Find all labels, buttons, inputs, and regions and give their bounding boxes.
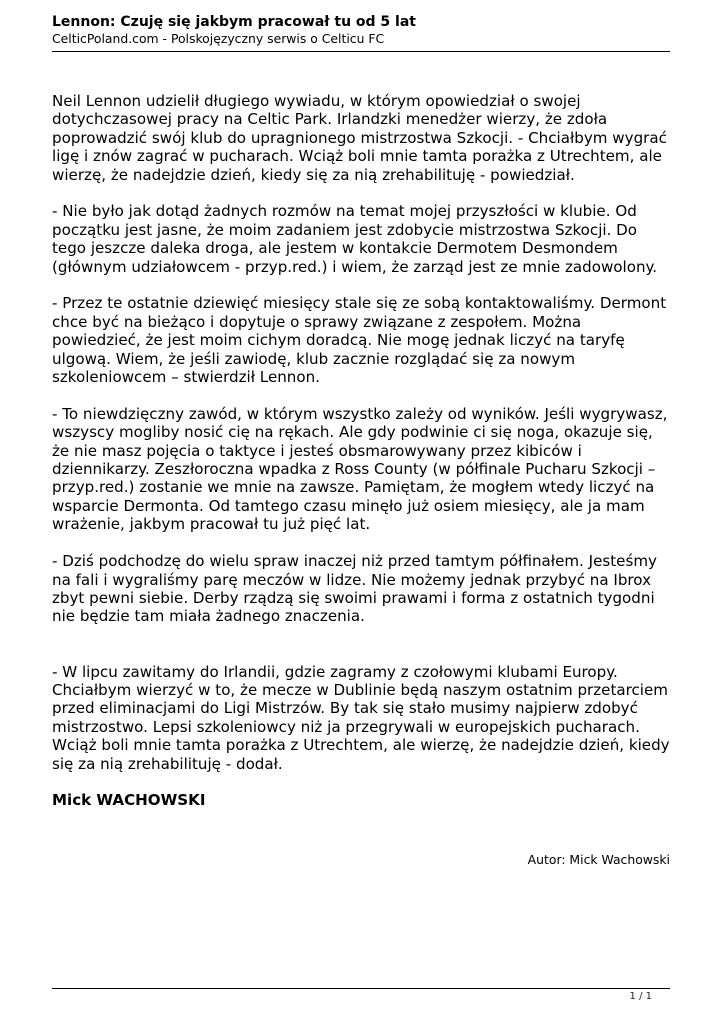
article-signature: Mick WACHOWSKI — [52, 791, 206, 810]
article-title: Lennon: Czuję się jakbym pracował tu od 5 lat — [52, 14, 416, 30]
article-paragraph: - W lipcu zawitamy do Irlandii, gdzie zagramy z czołowymi klubami Europy. Chciałbym wierzyć w to, że mecze w Dublinie będą naszym ostatnim przetarciem przed eliminacjami do Ligi Mistrzów. By tak się stało musimy najpierw zdobyć mistrzostwo. Lepsi szkoleniowcy niż ja przegrywali w europejskich pucharach. Wciąż boli mnie tamta porażka z Utrechtem, ale wierzę, że nadejdzie dzień, kiedy się za nią zrehabilituję - dodał. — [52, 662, 670, 773]
header-divider — [52, 51, 670, 52]
author-line: Autor: Mick Wachowski — [527, 852, 670, 867]
article-paragraph: - Nie było jak dotąd żadnych rozmów na temat mojej przyszłości w klubie. Od początku jest jasne, że moim zadaniem jest zdobycie mistrzostwa Szkocji. Do tego jeszcze daleka droga, ale jestem w kontakcie Dermotem Desmondem (głównym udziałowcem - przyp.red.) i wiem, że zarząd jest ze mnie zadowolony. — [52, 202, 658, 276]
footer-divider — [52, 988, 670, 989]
article-paragraph: - Dziś podchodzę do wielu spraw inaczej niż przed tamtym półfinałem. Jesteśmy na fali i wygraliśmy parę meczów w lidze. Nie możemy jednak przybyć na Ibrox zbyt pewni siebie. Derby rządzą się swoimi prawami i forma z ostatnich tygodni nie będzie tam miała żadnego znaczenia. — [52, 552, 657, 626]
article-paragraph: Neil Lennon udzielił długiego wywiadu, w którym opowiedział o swojej dotychczasowej pracy na Celtic Park. Irlandzki menedżer wierzy, że zdoła poprowadzić swój klub do upragnionego mistrzostwa Szkocji. - Chciałbym wygrać ligę i znów zagrać w pucharach. Wciąż boli mnie tamta porażka z Utrechtem, ale wierzę, że nadejdzie dzień, kiedy się za nią zrehabilituję - powiedział. — [52, 92, 667, 184]
article-paragraph: - Przez te ostatnie dziewięć miesięcy stale się ze sobą kontaktowaliśmy. Dermont chce być na bieżąco i dopytuje o sprawy związane z zespołem. Można powiedzieć, że jest moim cichym doradcą. Nie mogę jednak liczyć na taryfę ulgową. Wiem, że jeśli zawiodę, klub zacznie rozglądać się za nowym szkoleniowcem – stwierdził Lennon. — [52, 294, 667, 387]
page-number: 1 / 1 — [629, 991, 652, 1002]
article-body — [52, 92, 672, 828]
document-header — [52, 14, 670, 47]
site-subtitle: CelticPoland.com - Polskojęzyczny serwis o Celticu FC — [52, 31, 385, 46]
article-paragraph: - To niewdzięczny zawód, w którym wszystko zależy od wyników. Jeśli wygrywasz, wszyscy mogliby nosić cię na rękach. Ale gdy podwinie ci się noga, okazuje się, że nie masz pojęcia o taktyce i jesteś obsmarowywany przez kibiców i dziennikarzy. Zeszłoroczna wpadka z Ross County (w półfinale Pucharu Szkocji – przyp.red.) zostanie we mnie na zawsze. Pamiętam, że mogłem wtedy liczyć na wsparcie Dermonta. Od tamtego czasu minęło już osiem miesięcy, ale ja mam wrażenie, jakbym pracował tu już pięć lat. — [52, 404, 668, 534]
